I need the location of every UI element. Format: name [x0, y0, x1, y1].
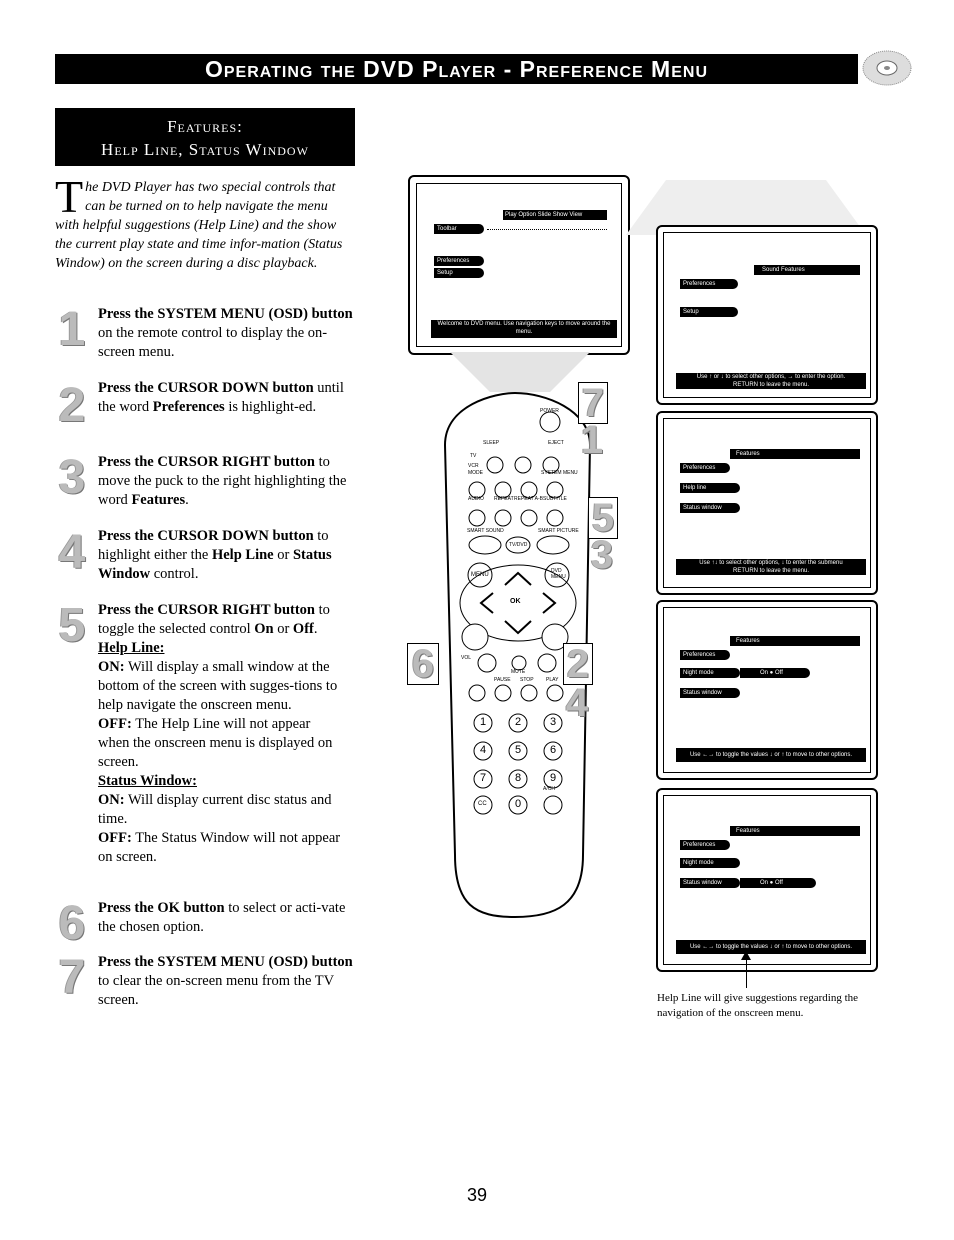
- help-text-1: Use ↑ or ↓ to select other options, → to enter the option.: [696, 374, 846, 380]
- help-text-2: RETURN to leave the menu.: [732, 382, 810, 388]
- step-6-text: [98, 899, 354, 937]
- step-body: is highlight-ed.: [224, 399, 317, 415]
- menu-item-preferences: Preferences: [434, 256, 484, 266]
- menu-item-status-window: Status window: [680, 878, 740, 888]
- key-8[interactable]: 8: [515, 772, 522, 784]
- key-3[interactable]: 3: [550, 716, 557, 728]
- tv-screen-step2: [656, 225, 878, 405]
- menu-item-night-mode: Night mode: [680, 668, 740, 678]
- callout-2: 2: [563, 643, 593, 685]
- dropcap: T: [55, 171, 84, 222]
- pointer-line: [746, 958, 747, 988]
- step-4-text: [98, 527, 354, 584]
- step-body: to clear the on-screen menu from the TV screen.: [98, 973, 334, 1008]
- pointer-arrow-icon: [741, 951, 751, 960]
- page-header: Operating the DVD Player - Preference Menu: [55, 54, 858, 84]
- remote-label-mute: MUTE: [511, 669, 526, 675]
- step-bold: Preferences: [152, 399, 225, 415]
- help-line-bar: Use ←→ to toggle the values ↓ or ↑ to move to other options.: [676, 940, 866, 954]
- step-bold: Features: [131, 492, 186, 508]
- key-1[interactable]: 1: [480, 716, 487, 728]
- callout-7: 7: [578, 382, 608, 424]
- menu-item-preferences: Preferences: [680, 279, 738, 289]
- step-1-text: [98, 305, 354, 362]
- step-body: to move the puck to the right highlighting the word: [98, 454, 347, 508]
- help-on-text: Will display a small window at the bottom of the screen with sugges-tions to help navigate the onscreen menu.: [98, 659, 338, 713]
- menu-topbar: Features: [730, 449, 860, 459]
- help-line-heading: Help Line:: [98, 640, 165, 656]
- step-bold: Press the SYSTEM MENU (OSD) button: [98, 954, 353, 970]
- key-4[interactable]: 4: [480, 744, 487, 756]
- step-number: 6: [58, 897, 86, 950]
- menu-topbar: Features: [730, 826, 860, 836]
- remote-label-subtitle: SUBTITLE: [543, 496, 567, 502]
- tv-screen-step4: [656, 600, 878, 780]
- callout-1: 1: [580, 418, 604, 462]
- step-body: control.: [150, 566, 199, 582]
- remote-label-ach: A/CH: [543, 786, 555, 792]
- remote-label-repeat: REPEAT: [494, 496, 514, 502]
- tv-dvd-button[interactable]: TV/DVD: [509, 542, 528, 548]
- remote-label-pause: PAUSE: [494, 677, 511, 683]
- menu-item-night-mode: Night mode: [680, 858, 740, 868]
- features-title: Features:: [167, 117, 243, 136]
- menu-item-preferences: Preferences: [680, 650, 730, 660]
- step-bold: Press the OK button: [98, 900, 225, 916]
- help-line-bar: [676, 559, 866, 575]
- help-line-bar: Use ←→ to toggle the values ↓ or ↑ to move to other options.: [676, 748, 866, 762]
- step-number: 5: [58, 599, 86, 652]
- callout-5: 5: [588, 497, 618, 539]
- step-bold: Press the CURSOR DOWN button: [98, 528, 314, 544]
- step-body: .: [185, 492, 189, 508]
- remote-label-repeat-ab: REPEAT A-B: [514, 496, 543, 502]
- step-number: 7: [58, 951, 86, 1004]
- step-bold: On: [254, 621, 274, 637]
- key-2[interactable]: 2: [515, 716, 522, 728]
- menu-item-preferences: Preferences: [680, 840, 730, 850]
- ok-button[interactable]: OK: [510, 598, 521, 605]
- step-body: or: [273, 547, 293, 563]
- step-body: to select or acti-vate the chosen option.: [98, 900, 346, 935]
- tv-screen-step5: [656, 788, 878, 972]
- menu-topbar: Features: [730, 636, 860, 646]
- key-6[interactable]: 6: [550, 744, 557, 756]
- step-bold: Press the CURSOR RIGHT button: [98, 454, 315, 470]
- menu-topbar: Sound Features: [754, 265, 860, 275]
- callout-6: 6: [407, 643, 439, 685]
- step-bold: Status Window: [98, 547, 332, 582]
- step-body: to toggle the selected control: [98, 602, 330, 637]
- status-off-text: The Status Window will not appear on screen.: [98, 830, 341, 865]
- step-3-text: [98, 453, 354, 510]
- remote-label-vcr: VCR: [468, 463, 479, 469]
- menu-topbar: Play Option Slide Show View: [503, 210, 607, 220]
- step-bold: Press the SYSTEM MENU (OSD) button: [98, 306, 353, 322]
- key-cc[interactable]: CC: [478, 801, 487, 807]
- step-2-text: [98, 379, 354, 417]
- remote-label-play: PLAY: [546, 677, 559, 683]
- tv-screen-main: [408, 175, 630, 355]
- step-number: 3: [58, 451, 86, 504]
- tv-screen-step3: [656, 411, 878, 595]
- remote-label-audio: AUDIO: [468, 496, 484, 502]
- remote-label-mode: MODE: [468, 470, 483, 476]
- step-7-text: [98, 953, 354, 1010]
- key-0[interactable]: 0: [515, 798, 522, 810]
- callout-4: 4: [565, 681, 589, 725]
- step-bold: Press the CURSOR RIGHT button: [98, 602, 315, 618]
- step-body: .: [313, 621, 318, 637]
- remote-label-power: POWER: [540, 408, 559, 414]
- menu-track: [487, 229, 607, 230]
- page-number: 39: [466, 1185, 488, 1205]
- menu-item-setup: Setup: [680, 307, 738, 317]
- features-subtitle: Help Line, Status Window: [101, 140, 309, 159]
- remote-label-tv: TV: [470, 453, 477, 459]
- on-label: ON:: [98, 659, 125, 675]
- menu-item-help-line: Help line: [680, 483, 740, 493]
- off-label: OFF:: [98, 716, 132, 732]
- step-number: 1: [58, 303, 86, 356]
- step-body: on the remote control to display the on-screen menu.: [98, 325, 328, 360]
- step-body: or: [273, 621, 293, 637]
- step-bold: Off: [292, 621, 314, 637]
- step-body: until the word: [98, 380, 344, 415]
- help-line-bar: [676, 373, 866, 389]
- step-number: 4: [58, 526, 86, 579]
- remote-label-smart-picture: SMART PICTURE: [538, 528, 579, 534]
- intro-paragraph: [55, 171, 355, 273]
- key-7[interactable]: 7: [480, 772, 487, 784]
- help-line-bar: Welcome to DVD menu. Use navigation keys to move around the menu.: [431, 320, 617, 338]
- remote-label-sleep: SLEEP: [483, 440, 500, 446]
- remote-label-system-menu: SYSTEM MENU: [541, 470, 578, 476]
- status-window-heading: Status Window:: [98, 773, 197, 789]
- menu-item-toolbar: Toolbar: [434, 224, 484, 234]
- menu-item-status-window: Status window: [680, 503, 740, 513]
- off-label: OFF:: [98, 830, 132, 846]
- on-label: ON:: [98, 792, 125, 808]
- menu-item-status-window: Status window: [680, 688, 740, 698]
- menu-item-preferences: Preferences: [680, 463, 730, 473]
- callout-3: 3: [590, 533, 614, 577]
- remote-label-vol: VOL: [461, 655, 472, 661]
- step-5-text: [98, 601, 354, 867]
- key-9[interactable]: 9: [550, 772, 557, 784]
- key-5[interactable]: 5: [515, 744, 522, 756]
- help-off-text: The Help Line will not appear when the onscreen menu is displayed on screen.: [98, 716, 333, 770]
- menu-button[interactable]: MENU: [471, 572, 489, 578]
- features-box: [55, 108, 355, 166]
- step-body: to highlight either the: [98, 528, 329, 563]
- remote-label-smart-sound: SMART SOUND: [467, 528, 504, 534]
- dvd-menu-button[interactable]: DVD MENU: [551, 568, 566, 580]
- step-bold: Help Line: [211, 547, 274, 563]
- status-on-text: Will display current disc status and time.: [98, 792, 332, 827]
- remote-label-stop: STOP: [520, 677, 534, 683]
- menu-item-setup: Setup: [434, 268, 484, 278]
- step-bold: Press the CURSOR DOWN button: [98, 380, 314, 396]
- help-line-caption: Help Line will give suggestions regarding the navigation of the onscreen menu.: [657, 992, 859, 1019]
- dvd-disc-icon: [860, 46, 914, 90]
- step-number: 2: [58, 379, 86, 432]
- on-off-toggle: On ● Off: [740, 668, 810, 678]
- intro-text: he DVD Player has two special controls that can be turned on to help navigate the menu with helpful suggestions (Help Line) and the show the current play state and time infor-mation (Status Window) on the screen during a disc playback.: [55, 180, 343, 271]
- remote-label-eject: EJECT: [548, 440, 564, 446]
- help-text-1: Use ↑↓ to select other options, ↓ to enter the submenu: [699, 560, 843, 566]
- help-text-2: RETURN to leave the menu.: [732, 568, 810, 574]
- on-off-toggle: On ● Off: [740, 878, 816, 888]
